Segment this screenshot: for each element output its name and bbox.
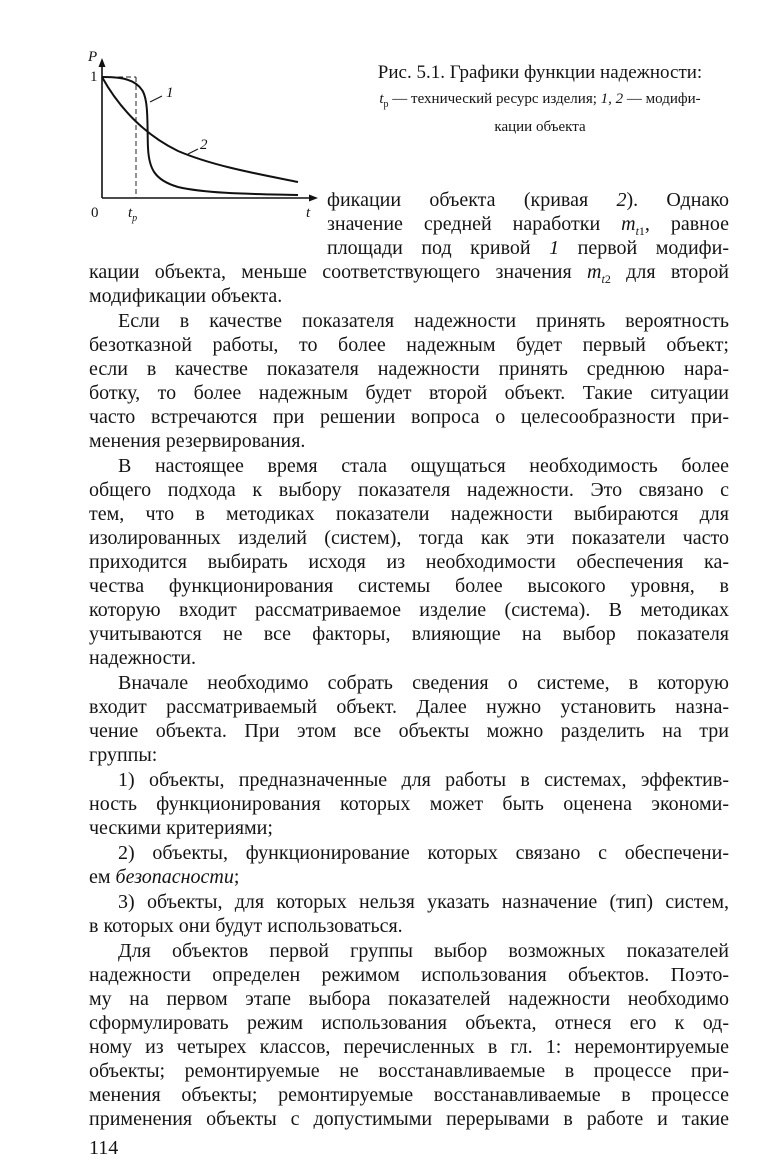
text-line: чества функционирования системы более высокого уровня, в [89, 575, 729, 597]
reliability-function-figure [88, 49, 328, 226]
text-line: менения резервирования. [89, 430, 306, 452]
text-line: В настоящее время стала ощущаться необходимость более [118, 455, 729, 477]
curve-1 [102, 77, 298, 195]
x-axis-label: t [306, 205, 311, 221]
text-line: входит рассматриваемый объект. Далее нужно установить назна- [89, 696, 729, 718]
text-line: модификации объекта. [89, 285, 283, 307]
text-line: ботку, то более надежным будет второй объект. Такие ситуации [89, 382, 729, 404]
text-line: общего подхода к выбору показателя надежности. Это связано с [89, 479, 729, 501]
text-line: му на первом этапе выбора показателей надежности необходимо [89, 988, 729, 1010]
x-axis-arrow [309, 195, 318, 202]
list-item-2-line: 2) объекты, функционирование которых связано с обеспечени- [118, 842, 729, 864]
list-item-3-line: в которых они будут использоваться. [89, 915, 403, 937]
origin-label: 0 [91, 205, 99, 221]
text-line: сформулировать режим использования объекта, отнеся его к од- [89, 1012, 729, 1034]
list-item-1-line: ческими критериями; [89, 817, 273, 839]
text-line: часто встречаются при решении вопроса о целесообразности при- [89, 406, 729, 428]
text-line: приходится выбирать исходя из необходимости обеспечения ка- [89, 551, 729, 573]
curve-1-leader [150, 96, 162, 102]
text-line: учитываются не все факторы, влияющие на выбор показателя [89, 623, 729, 645]
list-item-1-line: ность функционирования которых может быть оценена экономи- [89, 793, 729, 815]
x-tick-tp: $t_р$ [128, 205, 138, 224]
caption-desc-line-1: $t_р$ — технический ресурс изделия; 1, 2 — модифи- [379, 91, 701, 110]
curve-label-2: 2 [200, 137, 208, 153]
caption-description [330, 88, 750, 138]
text-line: изолированных изделий (систем), тогда как эти показатели часто [89, 527, 729, 549]
text-line: кации объекта, меньше соответствующего значения $m_{t2}$ для второй [89, 261, 729, 286]
list-item-3-line: 3) объекты, для которых нельзя указать назначение (тип) систем, [118, 891, 729, 913]
text-line: если в качестве показателя надежности принять среднюю нара- [89, 358, 729, 380]
text-line: Если в качестве показателя надежности принять вероятность [118, 310, 729, 332]
figure-caption [330, 60, 750, 138]
text-line: надежности определен режимом использования объектов. Поэто- [89, 964, 729, 986]
list-item-2-line: ем безопасности; [89, 866, 240, 888]
text-line: фикации объекта (кривая 2). Однако [327, 189, 730, 211]
text-line: чение объекта. При этом все объекты можно разделить на три [89, 720, 729, 742]
curve-2-leader [188, 149, 198, 154]
list-item-1-line: 1) объекты, предназначенные для работы в системах, эффектив- [118, 769, 729, 791]
caption-desc-line-2: кации объекта [494, 119, 586, 135]
text-line: Вначале необходимо собрать сведения о системе, в которую [118, 672, 729, 694]
curve-2 [102, 77, 298, 182]
text-line: применения объекты с допустимыми перерывами в работе и такие [89, 1108, 729, 1130]
reliability-plot [88, 56, 328, 226]
text-line: группы: [89, 744, 158, 766]
text-line: надежности. [89, 647, 196, 669]
text-line: объекты; ремонтируемые не восстанавливаемые в процессе при- [89, 1060, 729, 1082]
curve-label-1: 1 [166, 85, 174, 101]
text-line: безотказной работы, то более надежным будет первый объект; [89, 334, 729, 356]
text-line: площади под кривой 1 первой модифи- [327, 237, 729, 259]
y-axis-label: P [88, 49, 98, 65]
y-tick-one: 1 [90, 69, 98, 85]
text-line: тем, что в методиках показатели надежности выбираются для [89, 503, 729, 525]
text-line: менения объекты; ремонтируемые восстанавливаемые в процессе [89, 1084, 729, 1106]
caption-title: Рис. 5.1. Графики функции надежности: [377, 62, 703, 83]
text-line: которую входит рассматриваемое изделие (система). В методиках [89, 599, 729, 621]
page-number: 114 [89, 1137, 119, 1159]
text-line: ному из четырех классов, перечисленных в гл. 1: неремонтируемые [89, 1036, 729, 1058]
text-line: значение средней наработки $m_{t1}$, равное [327, 213, 729, 238]
y-axis-arrow [99, 58, 106, 67]
text-line: Для объектов первой группы выбор возможных показателей [118, 940, 729, 962]
